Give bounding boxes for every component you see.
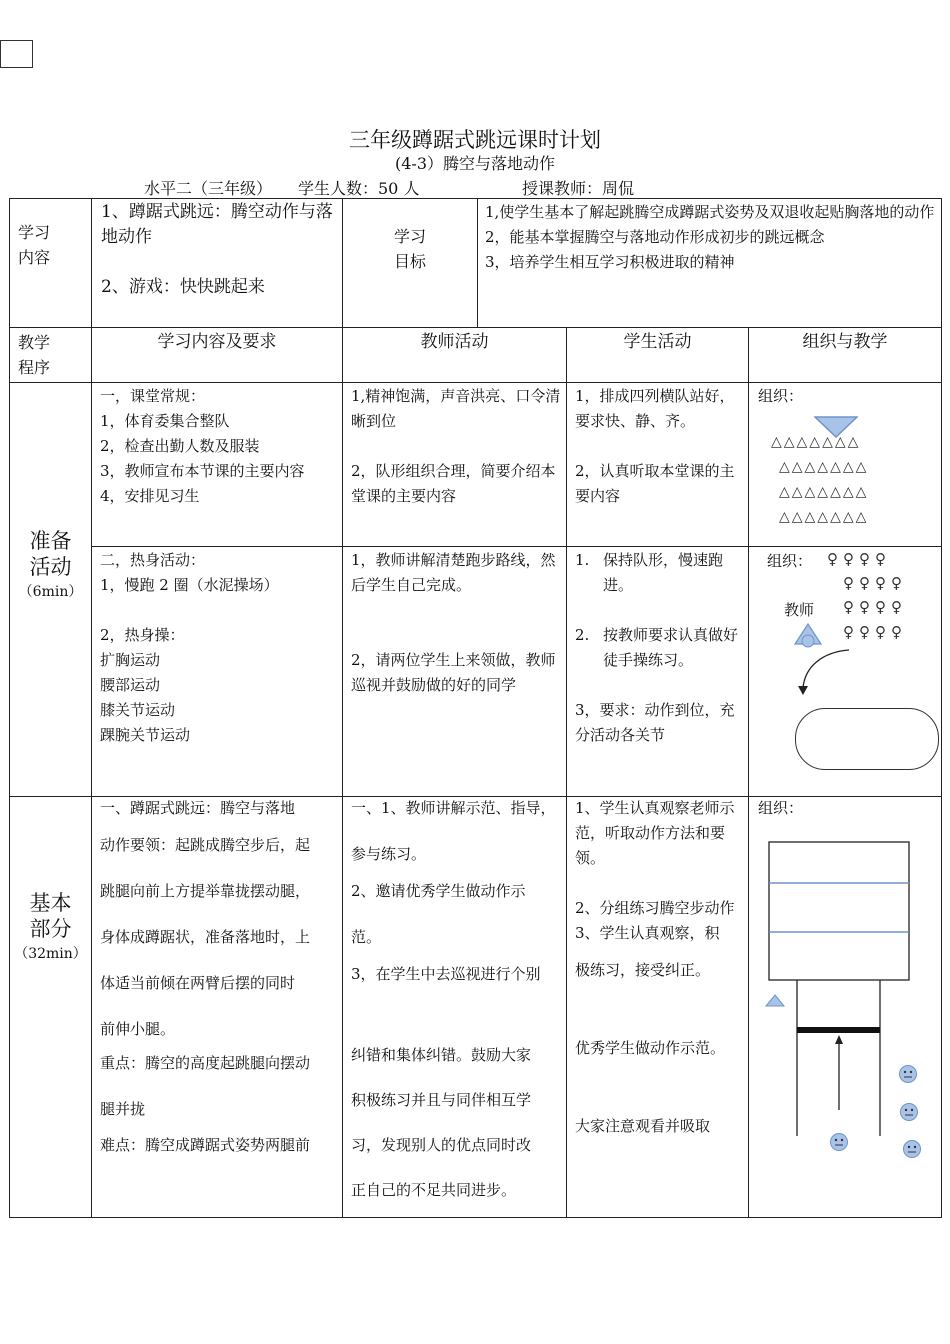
lesson-plan-table [9,198,942,1218]
meta-level: 水平二（三年级） [144,179,273,198]
student-face-icon [899,1102,919,1122]
prep-routine-teacher: 1,精神饱满，声音洪亮、口令清晰到位 2，队形组织合理，简要介绍本堂课的主要内容 [351,387,561,505]
formation-row: △△△△△△△ [771,434,861,450]
prep-warmup-content: 二，热身活动： 1，慢跑 2 圈（水泥操场） 2，热身操： 扩胸运动 腰部运动 膝关节运动 踝腕关节运动 [100,551,279,744]
student-face-icon [898,1064,918,1084]
goal-label: 学习 目标 [393,227,426,271]
teacher-triangle-icon [765,994,785,1008]
meta-students: 学生人数：50 人 [298,179,420,198]
page-title: 三年级蹲踞式跳远课时计划 [349,128,601,152]
corner-box [0,40,33,68]
proc-header: 教学 程序 [18,333,51,377]
prep-org-label: 组织： [758,387,804,405]
prep-routine-student: 1，排成四列横队站好，要求快、静、齐。 2，认真听取本堂课的主要内容 [575,387,735,505]
prep-routine-content: 一，课堂常规： 1，体育委集合整队 2，检查出勤人数及服装 3，教师宣布本节课的主要内容 4，安排见习生 [100,387,305,505]
prep-warmup-teacher: 1，教师讲解清楚跑步路线，然后学生自己完成。 2，请两位学生上来领做，教师巡视并鼓励做的好的同学 [351,551,556,694]
student-formation-row: ♀♀♀♀ [843,623,907,641]
meta-teacher: 授课教师：周侃 [522,179,635,198]
student-face-icon [902,1139,922,1159]
main-student: 1、学生认真观察老师示范，听取动作方法和要领。 2、分组练习腾空步动作 3、学生认真观察，积 极练习，接受纠正。 优秀学生做动作示范。 大家注意观看并吸取 [575,799,735,1135]
track-loop [795,708,939,770]
main-label: 基本 部分 （32min） [14,891,87,962]
running-route-arrow-icon [793,648,853,698]
formation-row: △△△△△△△ [779,509,869,525]
page-subtitle: (4-3）腾空与落地动作 [394,154,555,173]
content-items: 1、蹲踞式跳远：腾空动作与落地动作 2、游戏：快快跳起来 [101,202,333,297]
main-org-label: 组织： [758,799,804,817]
goal-items: 1,使学生基本了解起跳腾空成蹲踞式姿势及双退收起贴胸落地的动作 2，能基本掌握腾空与落地动作形成初步的跳远概念 3，培养学生相互学习积极进取的精神 [485,203,935,271]
prep-label: 准备 活动 （6min） [18,529,83,600]
prep-warmup-student: 1. 保持队形，慢速跑进。 2. 按教师要求认真做好徒手操练习。 3，要求：动作到位，充分活动各关节 [575,551,739,744]
main-content: 一、蹲踞式跳远：腾空与落地 动作要领：起跳成腾空步后，起 跳腿向前上方提举靠拢摆动腿， 身体成蹲踞状，准备落地时，上 体适当前倾在两臂后摆的同时 前伸小腿。 重点：腾空的高度起跳腿向摆动 腿并拢 难点：腾空成蹲踞式姿势两腿前 [100,799,311,1154]
col-student-header: 学生活动 [623,332,692,352]
main-teacher: 一、1、教师讲解示范、指导， 参与练习。 2、邀请优秀学生做动作示 范。 3，在学生中去巡视进行个别 纠错和集体纠错。鼓励大家 积极练习并且与同伴相互学 习，发现别人的优点同时改 正自己的不足共同进步。 [351,799,556,1199]
student-formation-row: ♀♀♀♀ [843,598,907,616]
student-face-icon [829,1132,849,1152]
col-org-header: 组织与教学 [802,332,888,352]
col-content-header: 学习内容及要求 [157,332,277,352]
formation-row: △△△△△△△ [779,484,869,500]
content-label: 学习 内容 [18,223,51,267]
student-formation-row: ♀♀♀♀ [843,574,907,592]
col-teacher-header: 教师活动 [420,332,489,352]
warmup-org-label: 组织： [767,552,813,570]
teacher-label: 教师 [784,601,815,619]
student-formation-row: ♀♀♀♀ [827,550,891,568]
formation-row: △△△△△△△ [779,459,869,475]
